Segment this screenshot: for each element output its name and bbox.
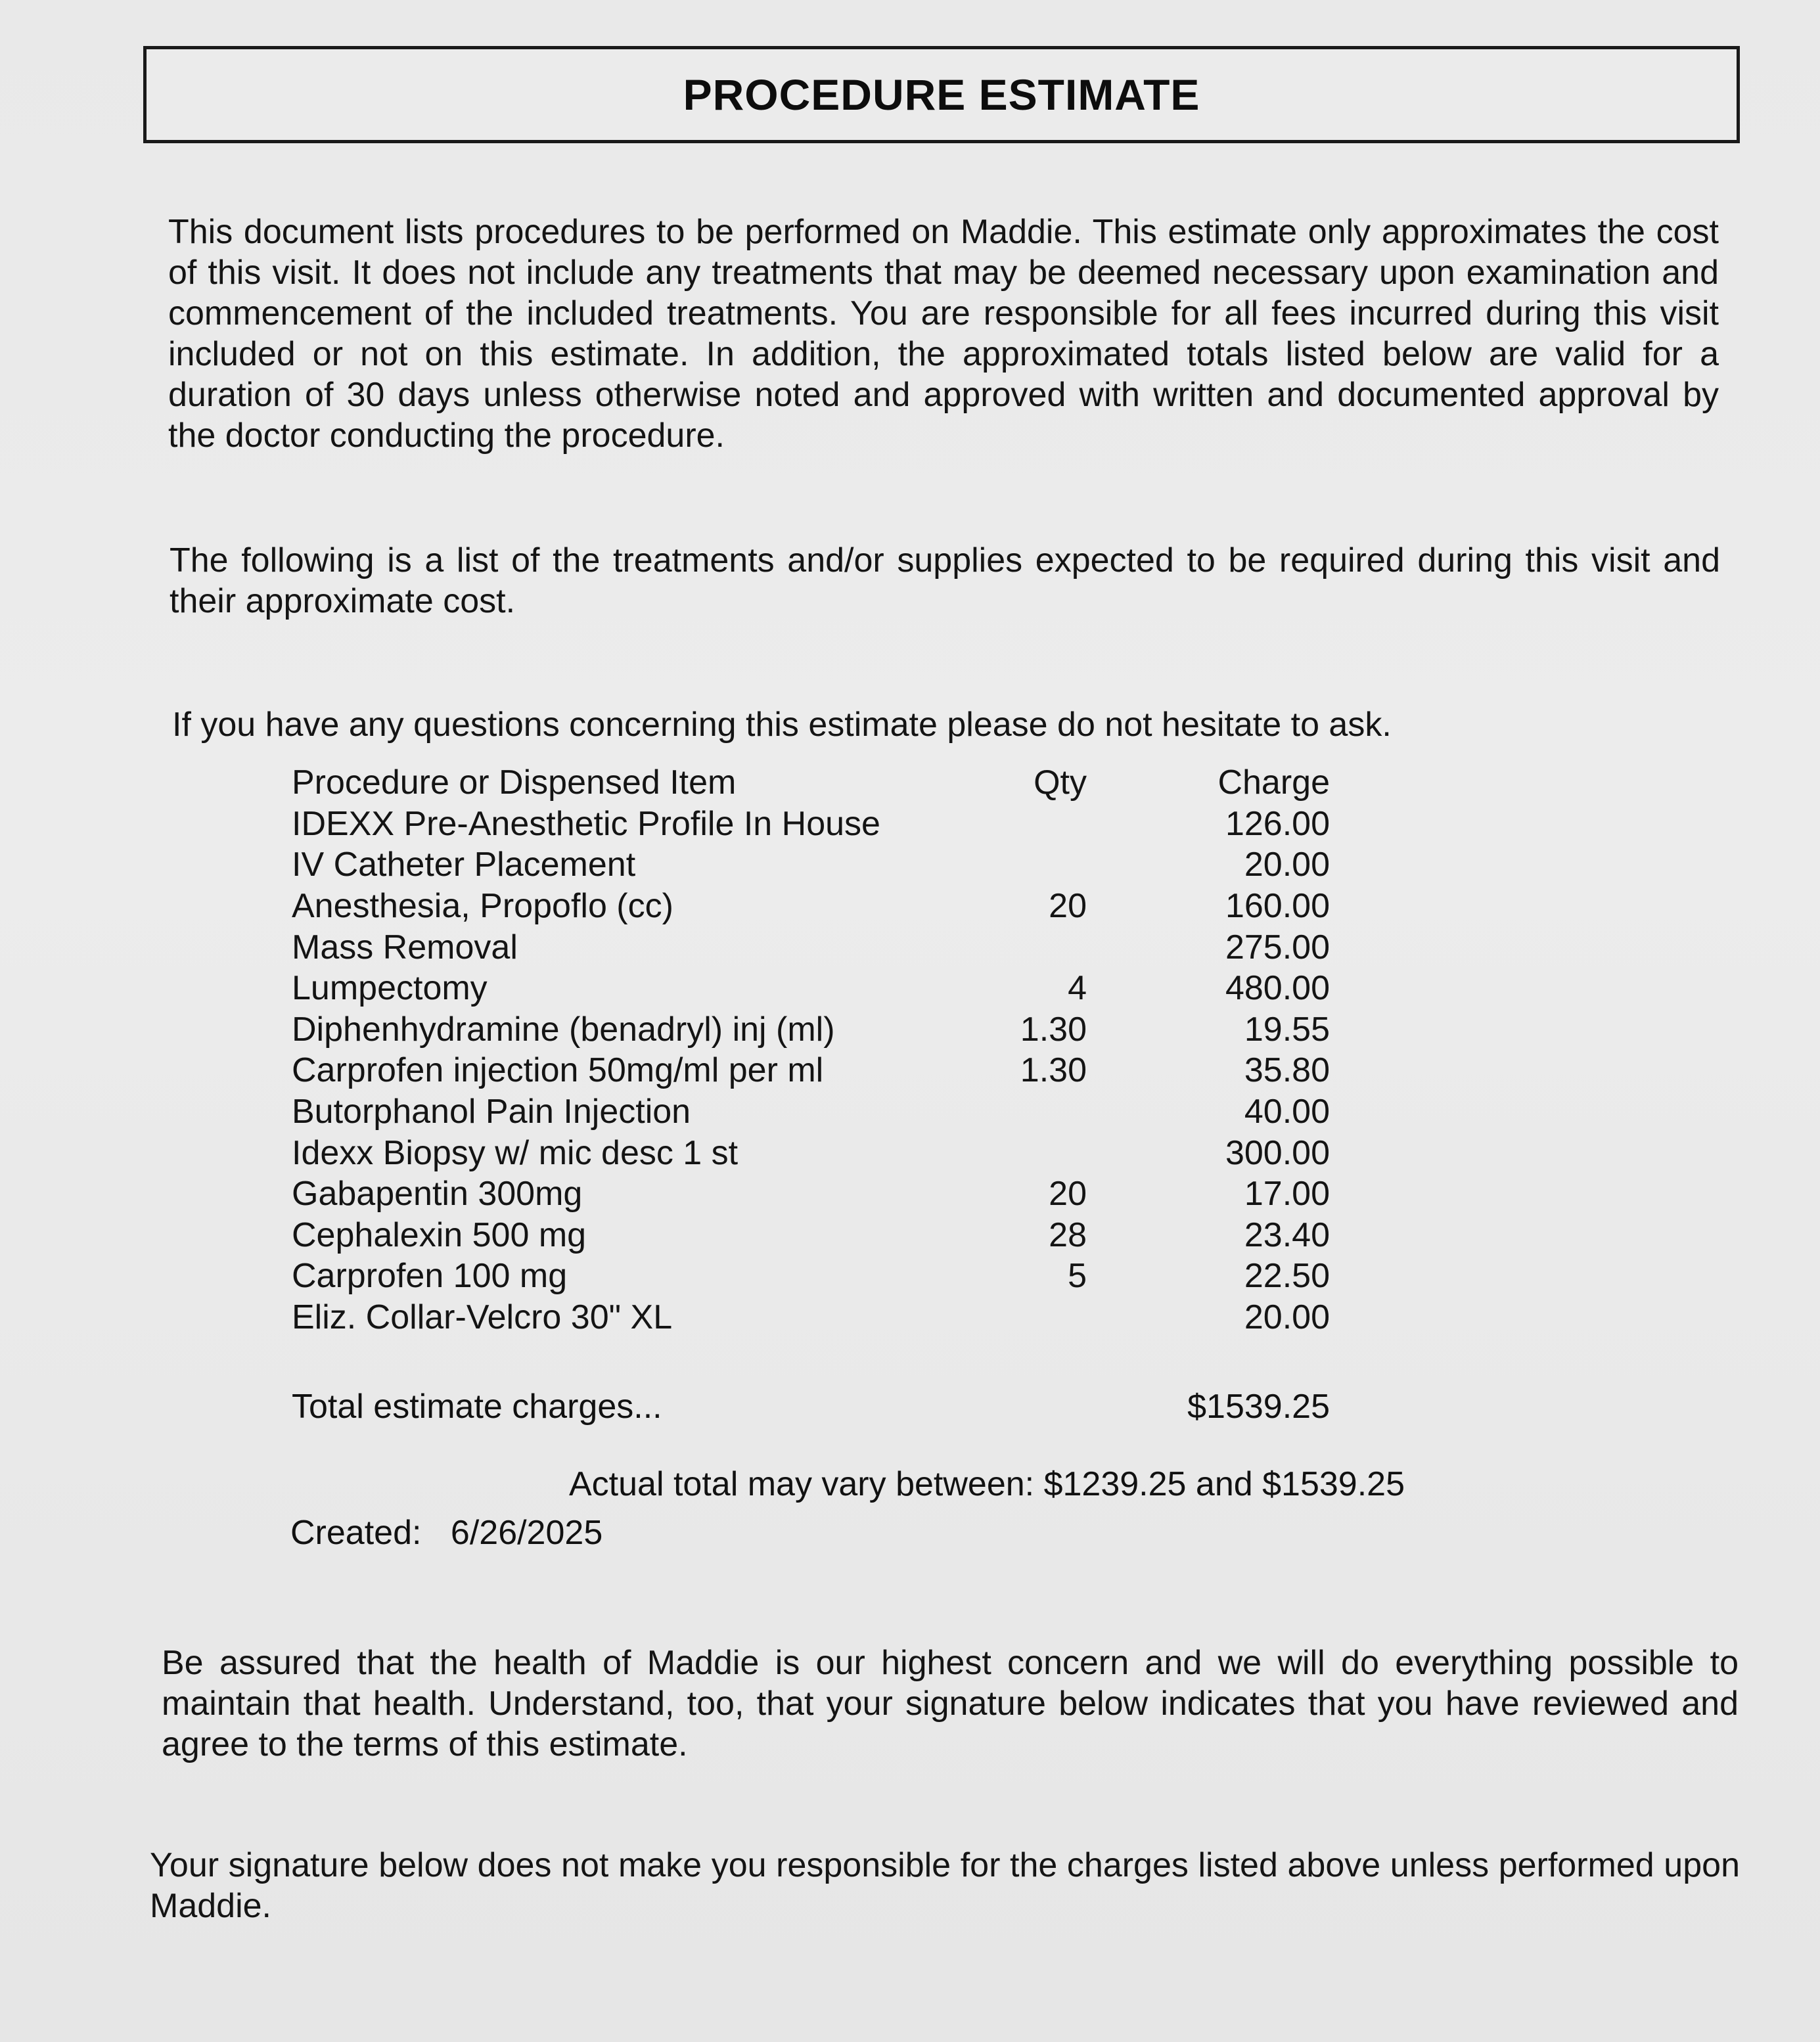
row-item: Anesthesia, Propoflo (cc)	[292, 887, 673, 926]
row-item: Eliz. Collar-Velcro 30" XL	[292, 1298, 673, 1337]
row-qty	[949, 1091, 1087, 1133]
row-qty: 20	[1049, 1175, 1087, 1214]
row-charge: 480.00	[1225, 969, 1330, 1008]
row-charge: 126.00	[1225, 804, 1330, 843]
row-qty: 5	[1068, 1257, 1087, 1296]
table-row	[292, 1173, 1330, 1215]
row-item: Diphenhydramine (benadryl) inj (ml)	[292, 1010, 835, 1049]
row-charge: 17.00	[1244, 1175, 1330, 1214]
row-charge: 275.00	[1225, 928, 1330, 966]
total-label: Total estimate charges...	[292, 1388, 662, 1426]
table-row	[292, 1091, 1330, 1133]
row-qty	[949, 1297, 1087, 1338]
estimate-table	[292, 762, 1330, 1338]
document-title: PROCEDURE ESTIMATE	[683, 70, 1200, 119]
table-row	[292, 1215, 1330, 1256]
table-body	[292, 804, 1330, 1338]
table-row	[292, 1297, 1330, 1338]
row-charge: 20.00	[1244, 846, 1330, 884]
created-date: 6/26/2025	[450, 1514, 603, 1552]
row-qty	[949, 926, 1087, 968]
row-qty	[949, 1132, 1087, 1173]
row-charge: 23.40	[1244, 1215, 1330, 1254]
row-item: Cephalexin 500 mg	[292, 1215, 587, 1254]
table-row	[292, 1256, 1330, 1297]
row-qty: 1.30	[1020, 1051, 1087, 1090]
intro-paragraph: This document lists procedures to be performed on Maddie. This estimate only approximates the cost of this visit. It does not include any treatments that may be deemed necessary upon examination and commencement of the included treatments. You are responsible for all fees incurred during this visit included or not on this estimate. In addition, the approximated totals listed below are valid for a duration of 30 days unless otherwise noted and approved with written and documented approval by the doctor conducting the procedure.	[168, 213, 1719, 455]
header-qty: Qty	[1034, 763, 1087, 802]
row-item: Mass Removal	[292, 928, 518, 966]
row-qty	[949, 804, 1087, 845]
row-item: Carprofen 100 mg	[292, 1257, 568, 1296]
table-row	[292, 968, 1330, 1009]
row-item: Carprofen injection 50mg/ml per ml	[292, 1051, 824, 1090]
signature-note-paragraph: Your signature below does not make you responsible for the charges listed above unless performed upon Maddie.	[150, 1846, 1740, 1925]
row-item: Gabapentin 300mg	[292, 1175, 583, 1214]
questions-paragraph: If you have any questions concerning this estimate please do not hesitate to ask.	[172, 706, 1392, 744]
row-item: Lumpectomy	[292, 969, 488, 1008]
row-charge: 160.00	[1225, 887, 1330, 926]
table-row	[292, 1050, 1330, 1091]
title-box	[143, 46, 1740, 143]
header-item: Procedure or Dispensed Item	[292, 763, 737, 802]
total-row	[292, 1386, 1330, 1427]
row-item: Idexx Biopsy w/ mic desc 1 st	[292, 1133, 739, 1172]
table-row	[292, 926, 1330, 968]
row-charge: 19.55	[1244, 1010, 1330, 1049]
created-label: Created:	[290, 1514, 422, 1552]
row-item: Butorphanol Pain Injection	[292, 1093, 691, 1131]
table-row	[292, 844, 1330, 886]
total-range: Actual total may vary between: $1239.25 and $1539.25	[569, 1465, 1405, 1503]
table-header-row	[292, 762, 1330, 804]
row-charge: 300.00	[1225, 1133, 1330, 1172]
row-charge: 22.50	[1244, 1257, 1330, 1296]
table-row	[292, 804, 1330, 845]
row-charge: 35.80	[1244, 1051, 1330, 1090]
header-charge: Charge	[1217, 763, 1330, 802]
row-item: IDEXX Pre-Anesthetic Profile In House	[292, 804, 880, 843]
row-qty: 28	[1049, 1215, 1087, 1254]
table-row	[292, 1009, 1330, 1051]
table-row	[292, 1132, 1330, 1173]
row-qty: 20	[1049, 887, 1087, 926]
row-charge: 40.00	[1244, 1093, 1330, 1131]
row-item: IV Catheter Placement	[292, 846, 636, 884]
assurance-paragraph: Be assured that the health of Maddie is our highest concern and we will do everything possible to maintain that health. Understand, too, that your signature below indicates that you have reviewed and agree to the terms of this estimate.	[162, 1644, 1739, 1763]
row-qty	[949, 844, 1087, 886]
row-charge: 20.00	[1244, 1298, 1330, 1337]
table-row	[292, 886, 1330, 927]
total-value: $1539.25	[1187, 1388, 1330, 1426]
created-line	[290, 1512, 603, 1553]
list-intro-paragraph: The following is a list of the treatments and/or supplies expected to be required during this visit and their approximate cost.	[170, 541, 1720, 620]
row-qty: 1.30	[1020, 1010, 1087, 1049]
row-qty: 4	[1068, 969, 1087, 1008]
